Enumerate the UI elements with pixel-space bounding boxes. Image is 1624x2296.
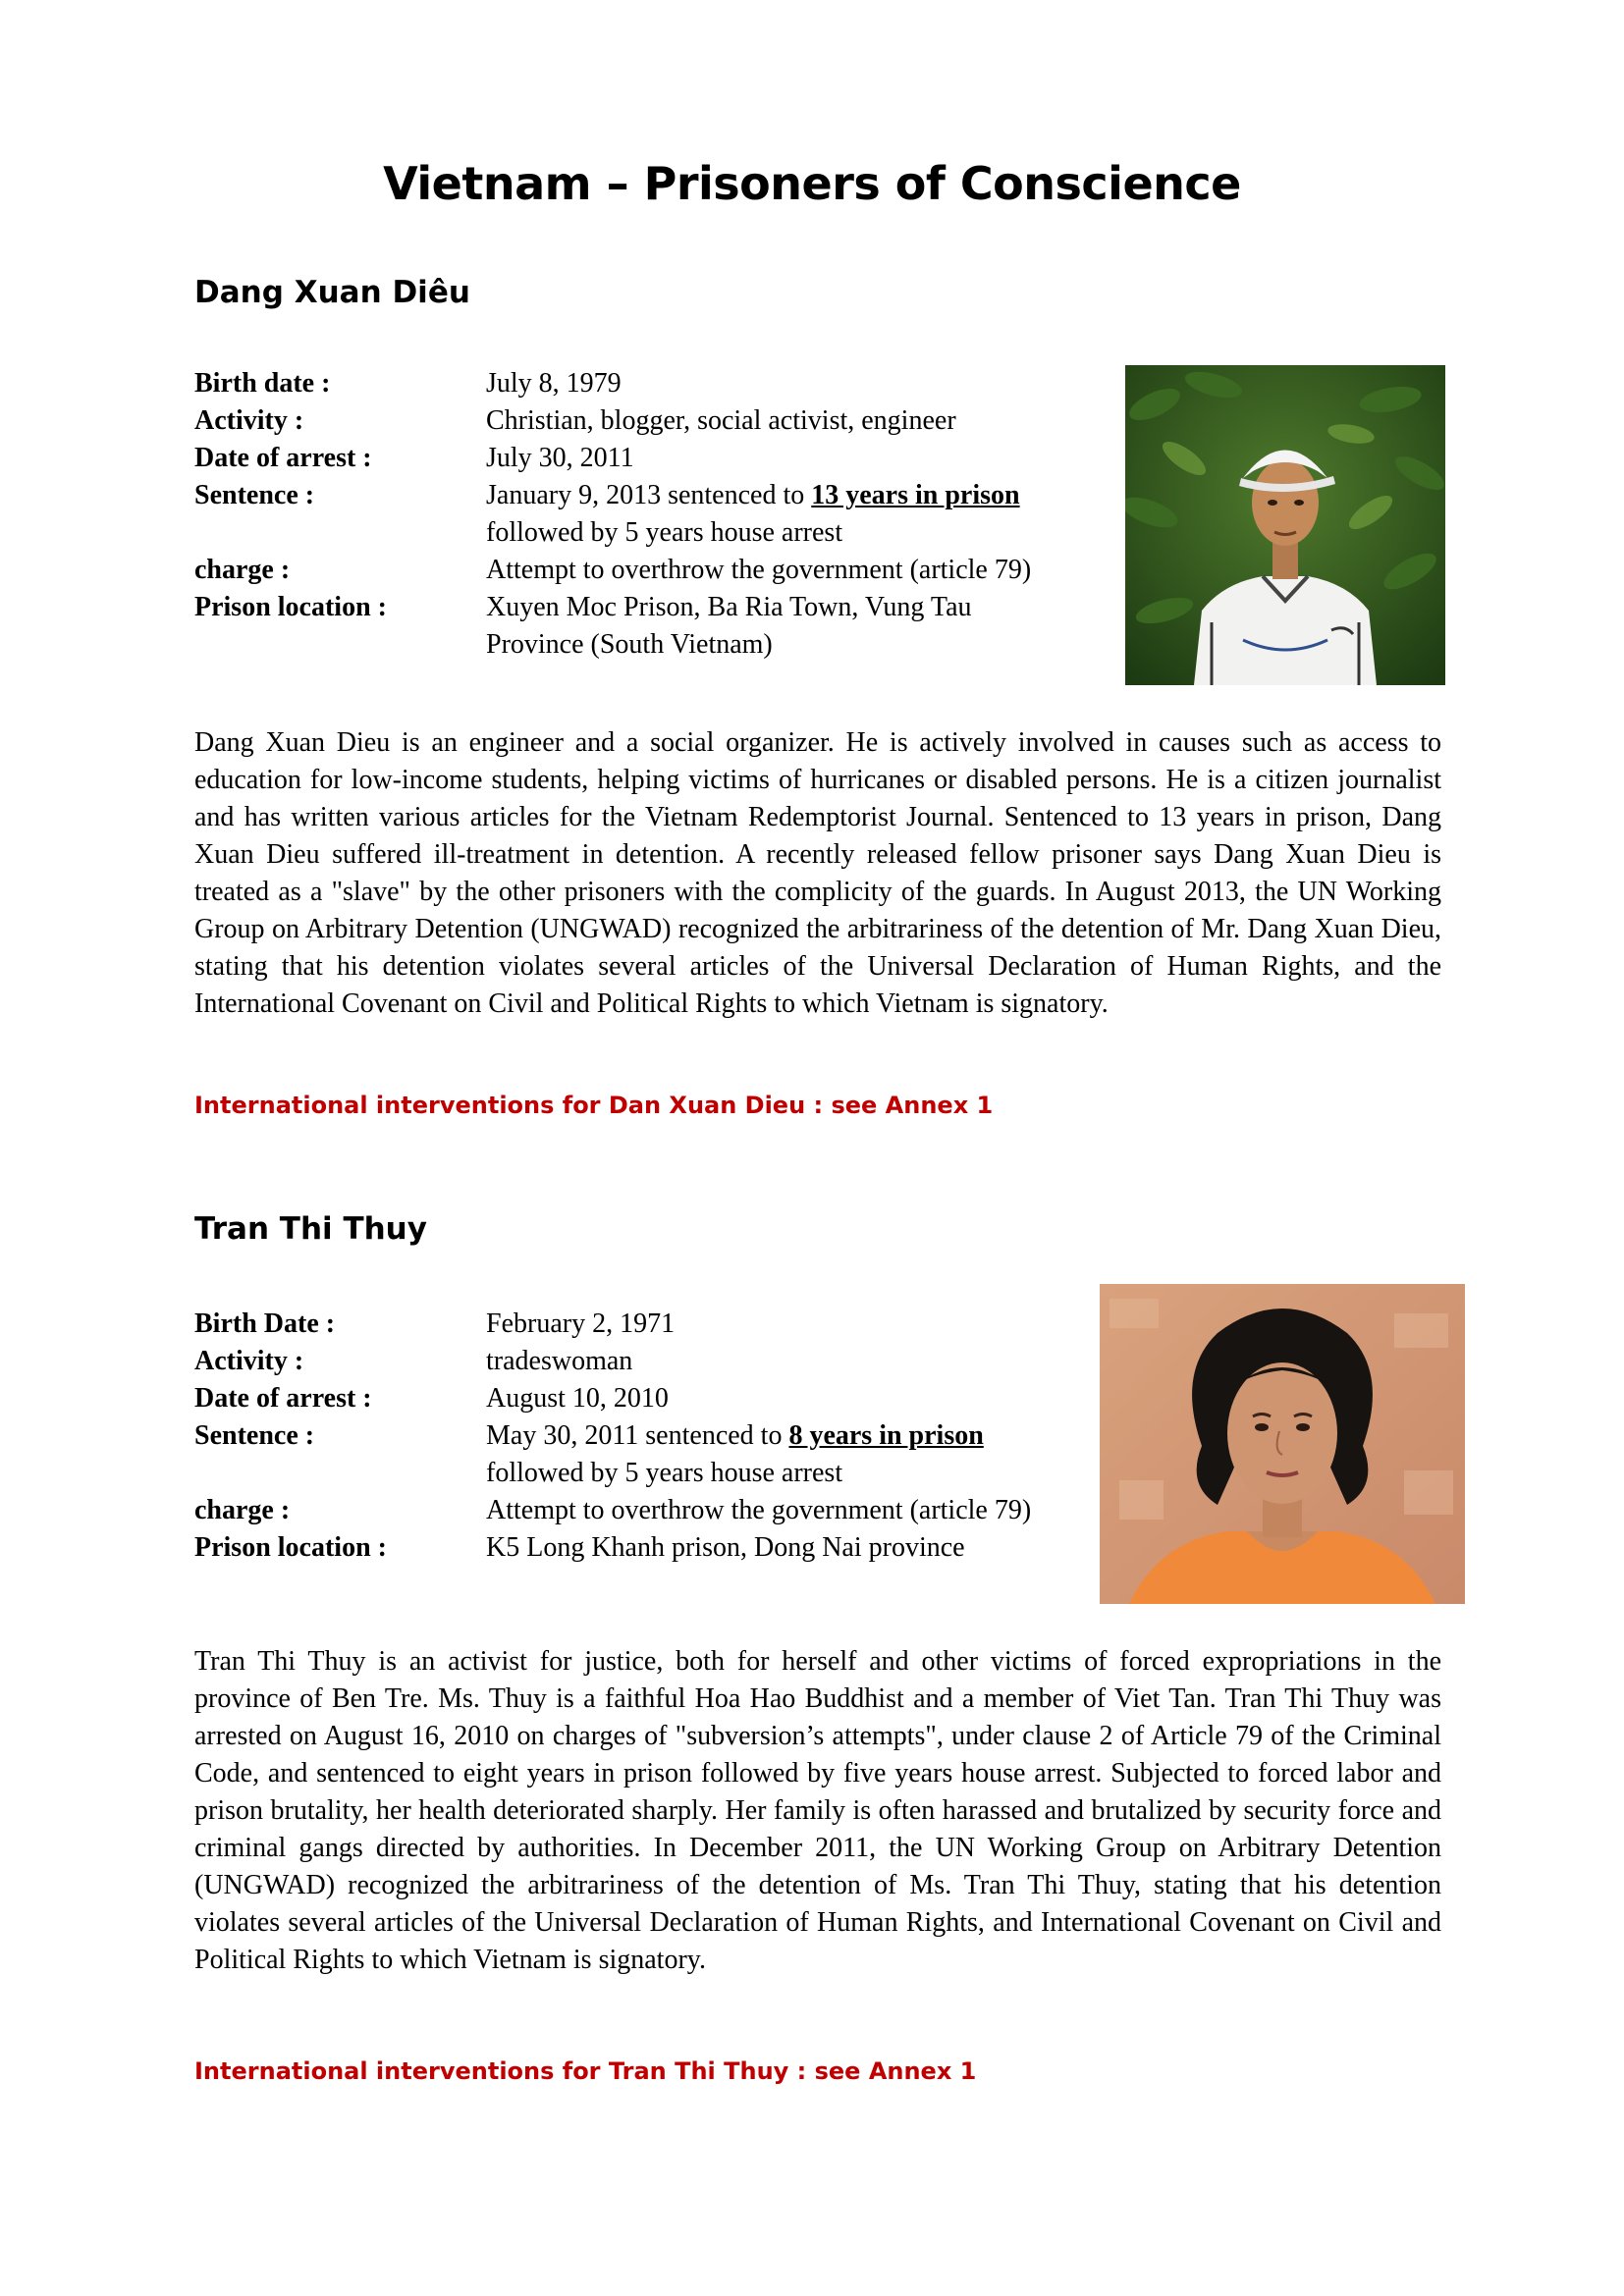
info-label: Date of arrest : (194, 1383, 372, 1414)
info-label: Date of arrest : (194, 443, 372, 473)
info-row-activity (194, 402, 1036, 440)
info-row-date-of-arrest (194, 1380, 1036, 1417)
info-value-date-of-arrest: July 30, 2011 (486, 443, 634, 473)
sentence-text: May 30, 2011 sentenced to (486, 1420, 789, 1451)
info-value-charge: Attempt to overthrow the government (article 79) (486, 1495, 1032, 1525)
sentence-text: followed by 5 years house arrest (486, 517, 843, 548)
portrait-woman-image (1100, 1284, 1465, 1604)
info-value-birth-date: July 8, 1979 (486, 368, 622, 399)
info-value-activity: Christian, blogger, social activist, engineer (486, 405, 956, 436)
prisoner-name: Tran Thi Thuy (194, 1211, 427, 1247)
info-row-activity (194, 1343, 1036, 1380)
prisoner-info-table (194, 1306, 1036, 1567)
prisoner-name: Dang Xuan Diêu (194, 275, 470, 310)
info-value-sentence (486, 477, 1036, 552)
prisoner-biography: Tran Thi Thuy is an activist for justice, both for herself and other victims of forced expropriations in the province of Ben Tre. Ms. Thuy is a faithful Hoa Hao Buddhist and a member of Viet Tan. Tran Thi Thuy was arrested on August 16, 2010 on charges of "subversion’s attempts", under clause 2 of Article 79 of the Criminal Code, and sentenced to eight years in prison followed by five years house arrest. Subjected to forced labor and prison brutality, her health deteriorated sharply. Her family is often harassed and brutalized by security force and criminal gangs directed by authorities. In December 2011, the UN Working Group on Arbitrary Detention (UNGWAD) recognized the arbitrariness of the detention of Ms. Tran Thi Thuy, stating that his detention violates several articles of the Universal Declaration of Human Rights, and International Covenant on Civil and Political Rights to which Vietnam is signatory. (194, 1646, 1441, 1975)
sentence-text: followed by 5 years house arrest (486, 1458, 843, 1488)
sentence-emphasis: 8 years in prison (788, 1420, 984, 1451)
prisoner-photo (1100, 1284, 1465, 1604)
prisoner-info-table (194, 365, 1036, 664)
info-row-birth-date (194, 1306, 1036, 1343)
portrait-man-image (1125, 365, 1445, 685)
info-value-charge: Attempt to overthrow the government (article 79) (486, 555, 1032, 585)
info-row-charge (194, 1492, 1036, 1529)
info-row-charge (194, 552, 1036, 589)
page-title: Vietnam – Prisoners of Conscience (383, 157, 1241, 210)
info-row-birth-date (194, 365, 1036, 402)
info-row-sentence (194, 477, 1036, 552)
info-label: Birth Date : (194, 1308, 336, 1339)
prisoner-photo (1125, 365, 1445, 685)
info-row-prison-location (194, 589, 1036, 664)
info-label: Birth date : (194, 368, 331, 399)
annex-reference: International interventions for Tran Thi Thuy : see Annex 1 (194, 2057, 977, 2085)
sentence-text: January 9, 2013 sentenced to (486, 480, 812, 510)
info-value-prison-location: K5 Long Khanh prison, Dong Nai province (486, 1532, 965, 1563)
info-row-sentence (194, 1417, 1036, 1492)
info-label: Prison location : (194, 592, 387, 622)
info-label: Prison location : (194, 1532, 387, 1563)
info-label: charge : (194, 1495, 291, 1525)
prisoner-biography: Dang Xuan Dieu is an engineer and a social organizer. He is actively involved in causes such as access to education for low-income students, helping victims of hurricanes or disabled persons. He is a citizen journalist and has written various articles for the Vietnam Redemptorist Journal. Sentenced to 13 years in prison, Dang Xuan Dieu suffered ill-treatment in detention. A recently released fellow prisoner says Dang Xuan Dieu is treated as a "slave" by the other prisoners with the complicity of the guards. In August 2013, the UN Working Group on Arbitrary Detention (UNGWAD) recognized the arbitrariness of the detention of Mr. Dang Xuan Dieu, stating that his detention violates several articles of the Universal Declaration of Human Rights, and the International Covenant on Civil and Political Rights to which Vietnam is signatory. (194, 727, 1441, 1019)
info-value-date-of-arrest: August 10, 2010 (486, 1383, 669, 1414)
info-value-birth-date: February 2, 1971 (486, 1308, 676, 1339)
info-label: Activity : (194, 1346, 304, 1376)
info-label: Sentence : (194, 1420, 315, 1451)
info-row-date-of-arrest (194, 440, 1036, 477)
info-label: Activity : (194, 405, 304, 436)
annex-reference: International interventions for Dan Xuan Dieu : see Annex 1 (194, 1092, 994, 1119)
info-label: charge : (194, 555, 291, 585)
info-value-prison-location: Xuyen Moc Prison, Ba Ria Town, Vung Tau Province (South Vietnam) (486, 592, 972, 660)
info-value-activity: tradeswoman (486, 1346, 633, 1376)
sentence-emphasis: 13 years in prison (811, 480, 1020, 510)
info-label: Sentence : (194, 480, 315, 510)
info-row-prison-location (194, 1529, 1036, 1567)
info-value-sentence (486, 1417, 1036, 1492)
